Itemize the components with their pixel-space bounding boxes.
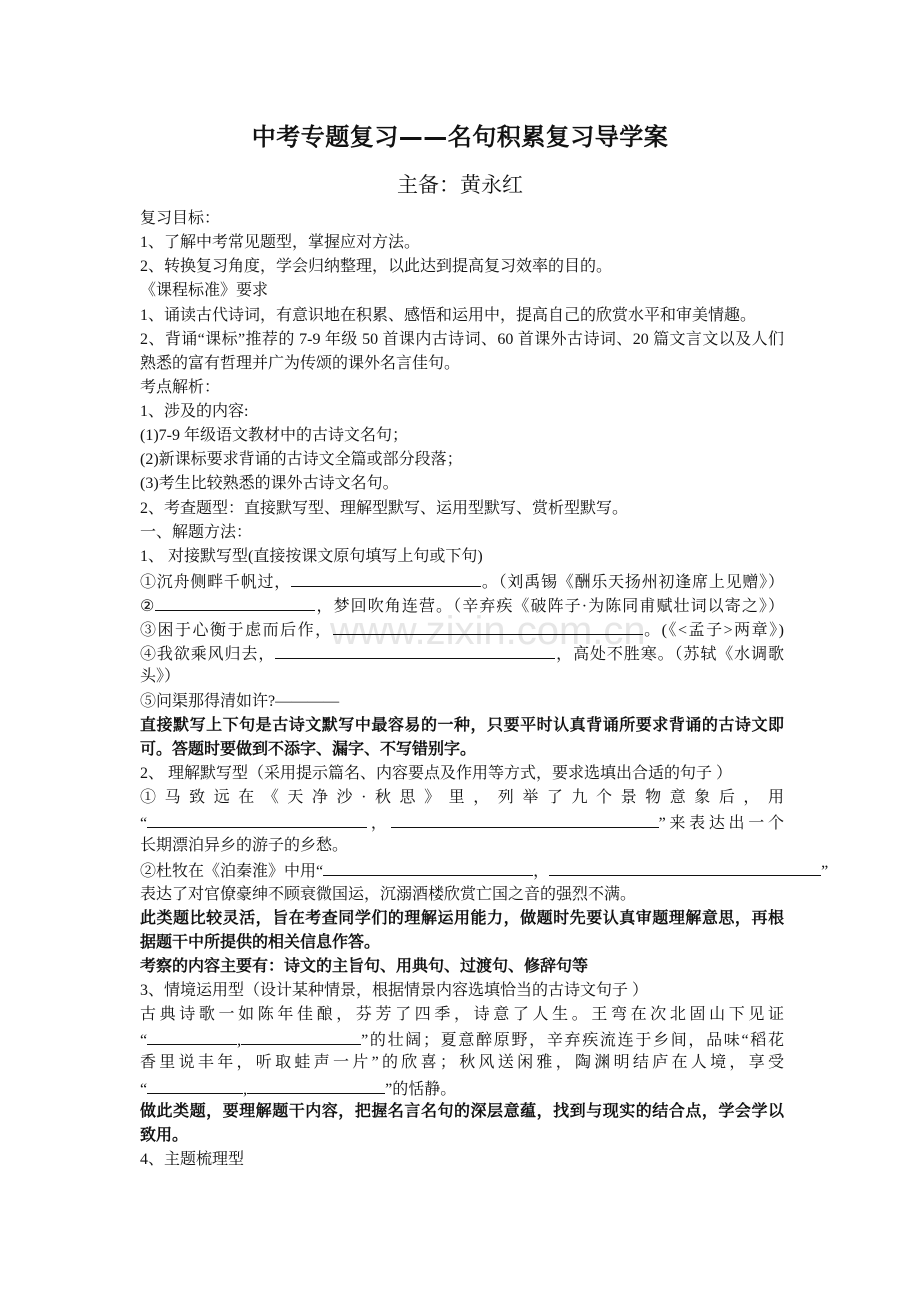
answer-blank bbox=[391, 810, 659, 828]
answer-blank bbox=[241, 1027, 361, 1045]
answer-blank bbox=[247, 1076, 385, 1094]
methods-heading: 一、解题方法： bbox=[140, 523, 253, 541]
question-text: ③困于心衡于虑而后作， bbox=[140, 622, 333, 640]
standards-heading: 《课程标准》要求 bbox=[140, 282, 269, 300]
tip-text: 致用。 bbox=[140, 1126, 189, 1144]
fill-in-question: ⑤问渠那得清如许?———— bbox=[140, 692, 340, 710]
question-text: ”来表达出一个 bbox=[658, 815, 784, 833]
question-text-continued: 头》） bbox=[140, 668, 181, 686]
question-text: 。(《<孟子>两章》) bbox=[642, 622, 784, 640]
content-scope-item: (1)7-9 年级语文教材中的古诗文名句； bbox=[140, 427, 408, 445]
standards-item: 1、诵读古代诗词，有意识地在积累、感悟和运用中，提高自己的欣赏水平和审美情趣。 bbox=[140, 306, 757, 324]
question-types-line: 2、考查题型：直接默写型、理解型默写、运用型默写、赏析型默写。 bbox=[140, 499, 629, 517]
answer-blank bbox=[147, 1076, 243, 1094]
fill-in-question bbox=[140, 569, 784, 593]
question-text: 。（刘禹锡《酬乐天扬州初逢席上见赠》） bbox=[481, 573, 784, 591]
analysis-heading: 考点解析： bbox=[140, 378, 221, 396]
document-body bbox=[140, 207, 829, 1172]
question-text: ”的壮阔；夏意醉原野，辛弃疾流连于乡间，品味“稻花 bbox=[361, 1032, 784, 1050]
method-1-heading: 1、 对接默写型(直接按课文原句填写上句或下句) bbox=[140, 547, 483, 565]
tip-text: 可。答题时要做到不添字、漏字、不写错别字。 bbox=[140, 740, 477, 758]
standards-item-continued: 熟悉的富有哲理并广为传颂的课外名言佳句。 bbox=[140, 354, 461, 372]
answer-blank bbox=[549, 858, 821, 876]
fill-in-question bbox=[140, 810, 784, 834]
tip-text: 做此类题，要理解题干内容，把握名言名句的深层意蕴，找到与现实的结合点，学会学以 bbox=[140, 1102, 784, 1120]
answer-blank bbox=[291, 569, 481, 587]
question-text: ，梦回吹角连营。（辛弃疾《破阵子·为陈同甫赋壮词以寄之》） bbox=[315, 598, 784, 615]
fill-in-question bbox=[140, 617, 784, 641]
answer-blank bbox=[155, 593, 315, 611]
scenario-passage bbox=[140, 1076, 784, 1100]
question-text: ②杜牧在《泊秦淮》中用“ bbox=[140, 863, 324, 881]
question-text: ④我欲乘风归去， bbox=[140, 646, 276, 664]
question-text: ，高处不胜寒。（苏轼《水调歌 bbox=[555, 646, 784, 664]
answer-blank bbox=[275, 641, 555, 659]
method-4-heading: 4、主题梳理型 bbox=[140, 1150, 245, 1168]
tip-text: 据题干中所提供的相关信息作答。 bbox=[140, 933, 381, 951]
fill-in-question bbox=[140, 593, 784, 617]
question-text: ② bbox=[140, 598, 156, 615]
question-text: “ bbox=[140, 815, 148, 833]
fill-in-question bbox=[140, 641, 784, 665]
question-text: ， bbox=[533, 863, 550, 881]
question-text: ①沉舟侧畔千帆过， bbox=[140, 573, 292, 591]
answer-blank bbox=[333, 617, 643, 635]
objective-item: 1、了解中考常见题型，掌握应对方法。 bbox=[140, 234, 421, 252]
objective-item: 2、转换复习角度，学会归纳整理，以此达到提高复习效率的目的。 bbox=[140, 258, 613, 276]
question-text: ”的恬静。 bbox=[385, 1080, 457, 1098]
page-title: 中考专题复习——名句积累复习导学案 bbox=[251, 123, 669, 151]
method-2-heading: 2、 理解默写型（采用提示篇名、内容要点及作用等方式，要求选填出合适的句子 ） bbox=[140, 764, 733, 782]
content-scope-heading: 1、涉及的内容: bbox=[140, 403, 249, 420]
question-text: ， bbox=[367, 815, 391, 833]
question-text: , bbox=[243, 1080, 248, 1098]
objectives-heading: 复习目标： bbox=[140, 210, 221, 227]
watermark: www.zixin.com.cn bbox=[330, 609, 646, 653]
question-text: “ bbox=[140, 1080, 148, 1098]
author-line: 主备：黄永红 bbox=[397, 173, 523, 197]
fill-in-question bbox=[140, 858, 829, 882]
answer-blank bbox=[147, 1027, 237, 1045]
content-scope-item: (3)考生比较熟悉的课外古诗文名句。 bbox=[140, 475, 399, 493]
method-3-heading: 3、情境运用型（设计某种情景，根据情景内容选填恰当的古诗文句子 ） bbox=[140, 982, 649, 999]
fill-in-question: ①马致远在《天净沙·秋思》里，列举了九个景物意象后，用 bbox=[140, 789, 784, 806]
question-text: ” bbox=[821, 863, 829, 881]
question-text: “ bbox=[140, 1032, 148, 1050]
question-text: , bbox=[237, 1032, 242, 1050]
question-text-continued: 表达了对官僚豪绅不顾衰微国运，沉溺酒楼欣赏亡国之音的强烈不满。 bbox=[140, 885, 637, 903]
scenario-passage: 古典诗歌一如陈年佳酿，芬芳了四季，诗意了人生。王弯在次北固山下见证 bbox=[140, 1006, 784, 1024]
scenario-passage: 香里说丰年，听取蛙声一片”的欣喜；秋风送闲雅，陶渊明结庐在人境，享受 bbox=[140, 1054, 784, 1072]
content-scope-item: (2)新课标要求背诵的古诗文全篇或部分段落； bbox=[140, 451, 463, 469]
standards-item: 2、背诵“课标”推荐的 7-9 年级 50 首课内古诗词、60 首课外古诗词、20 篇文言文以及人们 bbox=[140, 330, 784, 348]
tip-text: 考察的内容主要有：诗文的主旨句、用典句、过渡句、修辞句等 bbox=[140, 957, 589, 975]
question-text-continued: 长期漂泊异乡的游子的乡愁。 bbox=[140, 837, 349, 855]
answer-blank bbox=[323, 858, 533, 876]
tip-text: 直接默写上下句是古诗文默写中最容易的一种，只要平时认真背诵所要求背诵的古诗文即 bbox=[140, 716, 784, 734]
scenario-passage bbox=[140, 1027, 784, 1051]
answer-blank bbox=[147, 810, 367, 828]
tip-text: 此类题比较灵活，旨在考查同学们的理解运用能力，做题时先要认真审题理解意思，再根 bbox=[140, 909, 784, 927]
